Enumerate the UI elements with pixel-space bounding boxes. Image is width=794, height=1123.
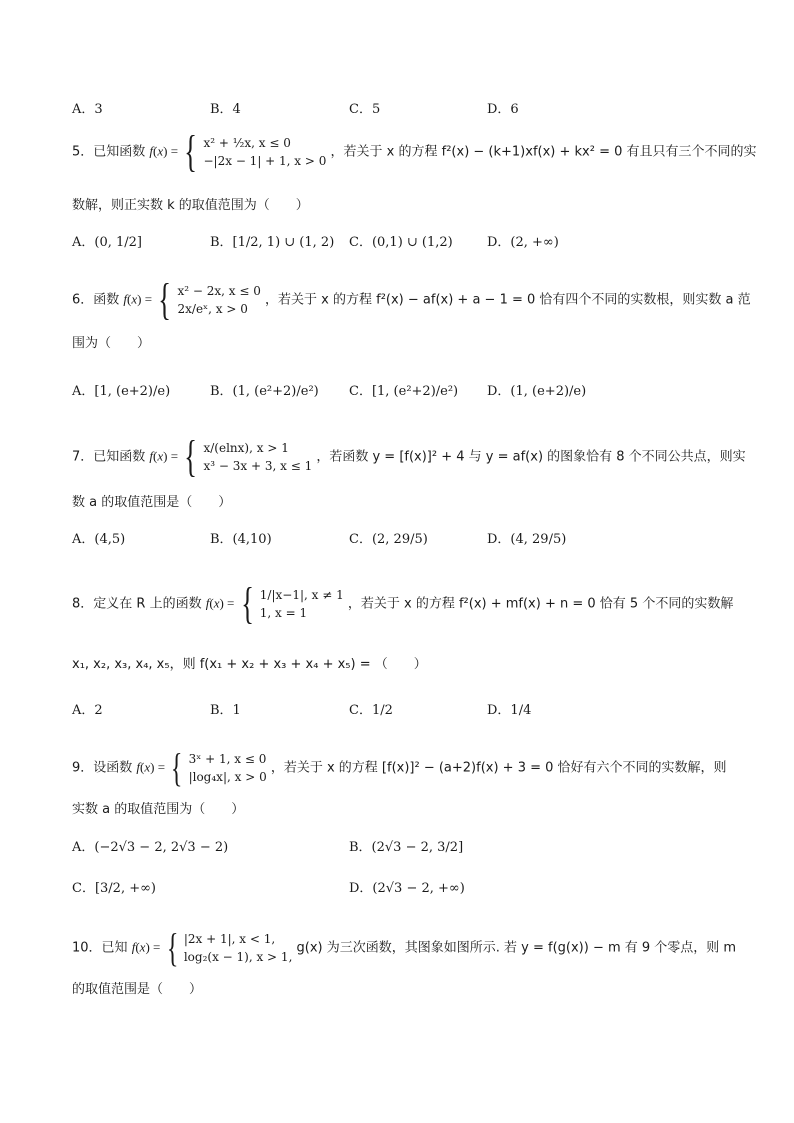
q4-option-d[interactable]: D．6 xyxy=(487,102,519,117)
q7-option-c[interactable]: C．(2, 29/5) xyxy=(349,532,428,547)
q5-piecewise: x² + ½x, x ≤ 0 −|2x − 1| + 1, x > 0 xyxy=(203,136,327,168)
q8-option-a[interactable]: A．2 xyxy=(72,703,103,718)
q8-option-c[interactable]: C．1/2 xyxy=(349,703,393,718)
q6-stem: 6．函数 f(x) = { x² − 2x, x ≤ 0 2x/eˣ, x > 0 ，若关于 x 的方程 f²(x) − af(x) + a − 1 = 0 恰有四个不同的实数根，则实数 a 范 xyxy=(72,275,751,324)
q10-stem: 10．已知 f(x) = { |2x + 1|, x < 1, log₂(x − 1), x > 1, g(x) 为三次函数，其图象如图所示. 若 y = f(g(x)) − m 有 9 个零点，则 m xyxy=(72,925,737,970)
q8-stem: 8．定义在 R 上的函数 f(x) = { 1/|x−1|, x ≠ 1 1, x = 1 ，若关于 x 的方程 f²(x) + mf(x) + n = 0 恰有 5 个不同的实数解 xyxy=(72,579,734,628)
q4-option-c[interactable]: C．5 xyxy=(349,102,381,117)
q9-option-a[interactable]: A．(−2√3 − 2, 2√3 − 2) xyxy=(72,840,229,855)
q9-piecewise: 3ˣ + 1, x ≤ 0 |log₄x|, x > 0 xyxy=(188,752,267,784)
q5-option-c[interactable]: C．(0,1) ∪ (1,2) xyxy=(349,235,453,250)
q9-stem: 9．设函数 f(x) = { 3ˣ + 1, x ≤ 0 |log₄x|, x > 0 ，若关于 x 的方程 [f(x)]² − (a+2)f(x) + 3 = 0 恰好有六个不同的实数解，则 xyxy=(72,745,727,790)
q9-stem-cont: 实数 a 的取值范围为（ ） xyxy=(72,802,245,817)
q6-stem-cont: 围为（ ） xyxy=(72,336,151,351)
q5-stem: 5．已知函数 f(x) = { x² + ½x, x ≤ 0 −|2x − 1| + 1, x > 0 ，若关于 x 的方程 f²(x) − (k+1)xf(x) + kx² = 0 有且只有三个不同的实 xyxy=(72,127,757,176)
q5-option-b[interactable]: B．[1/2, 1) ∪ (1, 2) xyxy=(210,235,335,250)
q6-piecewise: x² − 2x, x ≤ 0 2x/eˣ, x > 0 xyxy=(177,284,261,316)
q7-piecewise: x/(elnx), x > 1 x³ − 3x + 3, x ≤ 1 xyxy=(203,441,313,473)
q7-stem-cont: 数 a 的取值范围是（ ） xyxy=(72,495,232,510)
q9-option-d[interactable]: D．(2√3 − 2, +∞) xyxy=(349,881,465,896)
q6-option-b[interactable]: B．(1, (e²+2)/e²) xyxy=(210,384,319,399)
q8-piecewise: 1/|x−1|, x ≠ 1 1, x = 1 xyxy=(259,588,344,620)
q6-option-d[interactable]: D．(1, (e+2)/e) xyxy=(487,384,587,399)
q8-stem-cont: x₁, x₂, x₃, x₄, x₅，则 f(x₁ + x₂ + x₃ + x₄ + x₅) = （ ） xyxy=(72,657,427,672)
q7-option-d[interactable]: D．(4, 29/5) xyxy=(487,532,567,547)
q7-option-a[interactable]: A．(4,5) xyxy=(72,532,126,547)
q9-option-c[interactable]: C．[3/2, +∞) xyxy=(72,881,156,896)
q9-option-b[interactable]: B．(2√3 − 2, 3/2] xyxy=(349,840,464,855)
q5-stem-cont: 数解，则正实数 k 的取值范围为（ ） xyxy=(72,198,309,213)
q6-option-c[interactable]: C．[1, (e²+2)/e²) xyxy=(349,384,459,399)
q5-option-a[interactable]: A．(0, 1/2] xyxy=(72,235,142,250)
q10-piecewise: |2x + 1|, x < 1, log₂(x − 1), x > 1, xyxy=(183,932,293,964)
q5-option-d[interactable]: D．(2, +∞) xyxy=(487,235,559,250)
q4-option-b[interactable]: B．4 xyxy=(210,102,241,117)
q7-option-b[interactable]: B．(4,10) xyxy=(210,532,272,547)
q8-option-b[interactable]: B．1 xyxy=(210,703,241,718)
q7-stem: 7．已知函数 f(x) = { x/(elnx), x > 1 x³ − 3x + 3, x ≤ 1 ，若函数 y = [f(x)]² + 4 与 y = af(x) 的图象恰有 8 个不同公共点，则实 xyxy=(72,432,746,481)
q8-option-d[interactable]: D．1/4 xyxy=(487,703,532,718)
q4-option-a[interactable]: A．3 xyxy=(72,102,103,117)
q6-option-a[interactable]: A．[1, (e+2)/e) xyxy=(72,384,171,399)
q10-stem-cont: 的取值范围是（ ） xyxy=(72,982,203,997)
